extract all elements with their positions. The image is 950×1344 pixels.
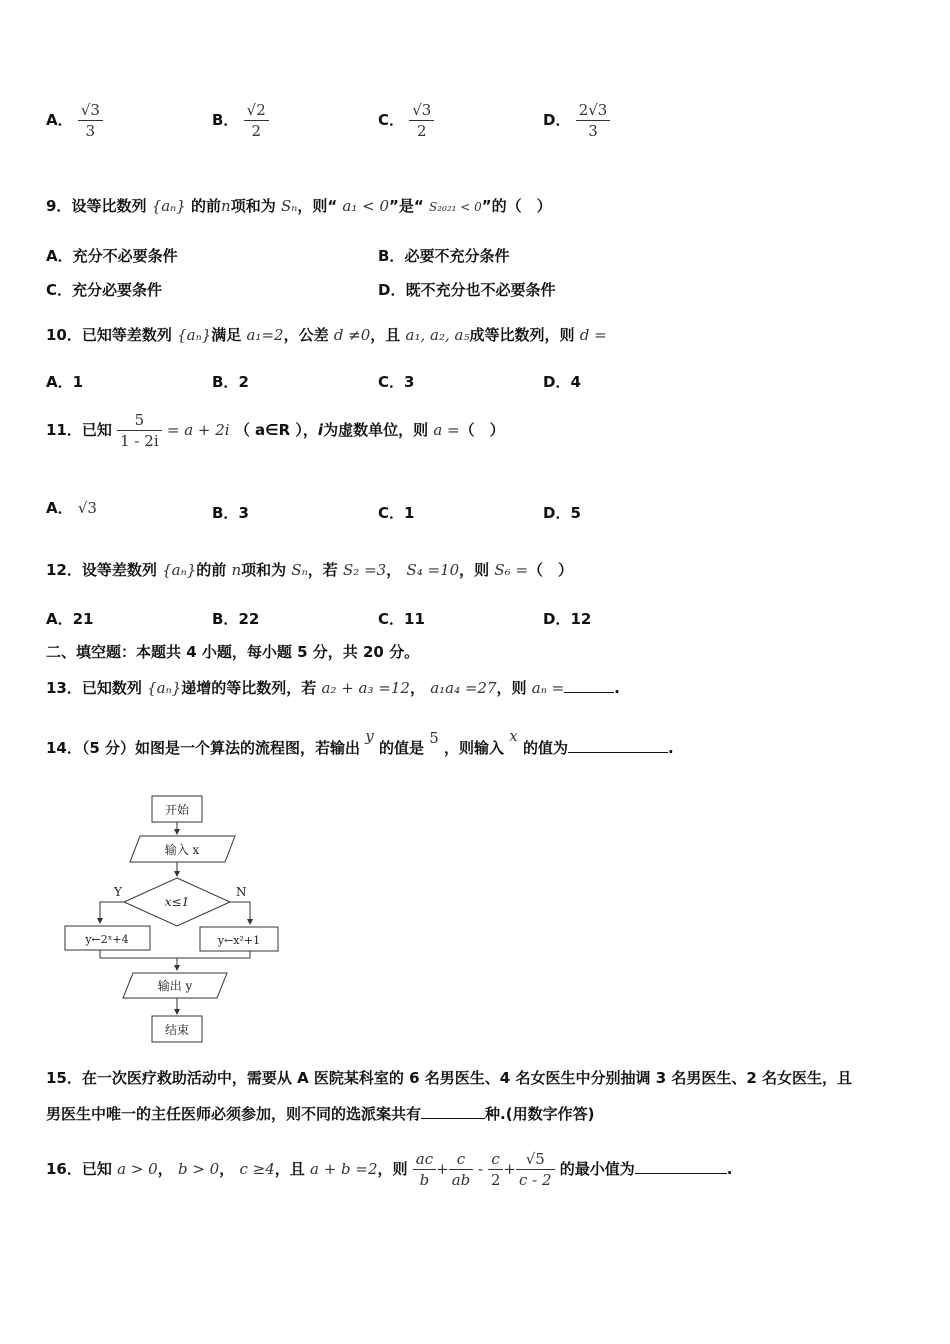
q10-option-b[interactable]: B．2 bbox=[212, 373, 249, 391]
flowchart bbox=[60, 790, 300, 1050]
flow-no-label: N bbox=[236, 885, 247, 899]
flow-decision-label: x≤1 bbox=[164, 895, 190, 909]
q9-option-d[interactable]: D．既不充分也不必要条件 bbox=[378, 281, 556, 299]
q8-option-b[interactable]: B． $\frac{√2}{2}$ bbox=[212, 100, 269, 141]
question-13: 13．已知数列 {aₙ}递增的等比数列，若 a₂ + a₃ =12， a₁a₄ =27，则 aₙ = . bbox=[46, 679, 620, 697]
q12-option-c[interactable]: C．11 bbox=[378, 610, 425, 628]
answer-blank[interactable] bbox=[564, 678, 614, 693]
section-heading: 二、填空题：本题共 4 小题，每小题 5 分，共 20 分。 bbox=[46, 643, 420, 661]
flow-output-label: 输出 y bbox=[157, 979, 193, 993]
q10-option-c[interactable]: C．3 bbox=[378, 373, 415, 391]
q11-option-d[interactable]: D．5 bbox=[543, 504, 581, 522]
q10-option-d[interactable]: D．4 bbox=[543, 373, 581, 391]
question-16: 16．已知 a > 0， b > 0， c ≥4，且 a + b =2，则 $\frac{ac}{b}$ + $\frac{c}{ab}$ - $\frac{c}{2}$ + $\frac{√5}{c - 2}$ 的最小值为 . bbox=[46, 1150, 733, 1189]
fraction: $\frac{ac}{b}$ bbox=[413, 1149, 436, 1190]
fraction: $\frac{5}{1 - 2i}$ bbox=[117, 410, 162, 451]
q9-option-b[interactable]: B．必要不充分条件 bbox=[378, 247, 510, 265]
question-12: 12．设等差数列 {aₙ}的前 n项和为 Sₙ，若 S₂ =3， S₄ =10，则 S₆ =（ ） bbox=[46, 561, 574, 579]
question-14: 14．（5 分）如图是一个算法的流程图，若输出 y 的值是 5 ，则输入 x 的值为 . bbox=[46, 727, 674, 757]
question-11: 11．已知 $\frac{5}{1 - 2i}$ = a + 2i （ a∈R ），i为虚数单位，则 a =（ ） bbox=[46, 411, 505, 450]
answer-blank[interactable] bbox=[635, 1159, 727, 1174]
flow-start-label: 开始 bbox=[164, 803, 190, 817]
flow-left-label: y←2ˣ+4 bbox=[85, 933, 129, 946]
q11-option-a[interactable]: A． √3 bbox=[46, 499, 97, 517]
question-9: 9．设等比数列 {aₙ} 的前n项和为 Sₙ，则“ a₁ < 0”是“ S₂₀₂₁ < 0”的（ ） bbox=[46, 197, 552, 215]
q8-option-d[interactable]: D． $\frac{2√3}{3}$ bbox=[543, 100, 610, 141]
q12-option-a[interactable]: A．21 bbox=[46, 610, 94, 628]
fraction: $\frac{c}{ab}$ bbox=[449, 1149, 474, 1190]
question-15-line1: 15．在一次医疗救助活动中，需要从 A 医院某科室的 6 名男医生、4 名女医生中分别抽调 3 名男医生、2 名女医生，且 bbox=[46, 1069, 853, 1087]
flow-right-label: y←x²+1 bbox=[217, 934, 261, 947]
fraction: $\frac{√5}{c - 2}$ bbox=[516, 1149, 555, 1190]
fraction: $\frac{√3}{2}$ bbox=[409, 100, 434, 141]
fraction: $\frac{c}{2}$ bbox=[488, 1149, 504, 1190]
q9-option-c[interactable]: C．充分必要条件 bbox=[46, 281, 163, 299]
question-10: 10．已知等差数列 {aₙ}满足 a₁=2，公差 d ≠0，且 a₁, a₂, a₅成等比数列，则 d = bbox=[46, 326, 607, 344]
q8-option-a[interactable]: A． $\frac{√3}{3}$ bbox=[46, 100, 103, 141]
answer-blank[interactable] bbox=[568, 738, 668, 753]
q8-option-c[interactable]: C． $\frac{√3}{2}$ bbox=[378, 100, 434, 141]
flow-yes-label: Y bbox=[114, 885, 122, 899]
fraction: $\frac{√3}{3}$ bbox=[78, 100, 103, 141]
fraction: $\frac{√2}{2}$ bbox=[244, 100, 269, 141]
q12-option-b[interactable]: B．22 bbox=[212, 610, 260, 628]
flow-end-label: 结束 bbox=[164, 1023, 190, 1037]
q12-option-d[interactable]: D．12 bbox=[543, 610, 592, 628]
q10-option-a[interactable]: A．1 bbox=[46, 373, 84, 391]
answer-blank[interactable] bbox=[421, 1104, 485, 1119]
fraction: $\frac{2√3}{3}$ bbox=[576, 100, 611, 141]
q9-option-a[interactable]: A．充分不必要条件 bbox=[46, 247, 178, 265]
q11-option-b[interactable]: B．3 bbox=[212, 504, 249, 522]
flow-input-label: 输入 x bbox=[164, 843, 200, 857]
q11-option-c[interactable]: C．1 bbox=[378, 504, 415, 522]
question-15-line2: 男医生中唯一的主任医师必须参加，则不同的选派案共有 种.(用数字作答) bbox=[46, 1105, 595, 1123]
